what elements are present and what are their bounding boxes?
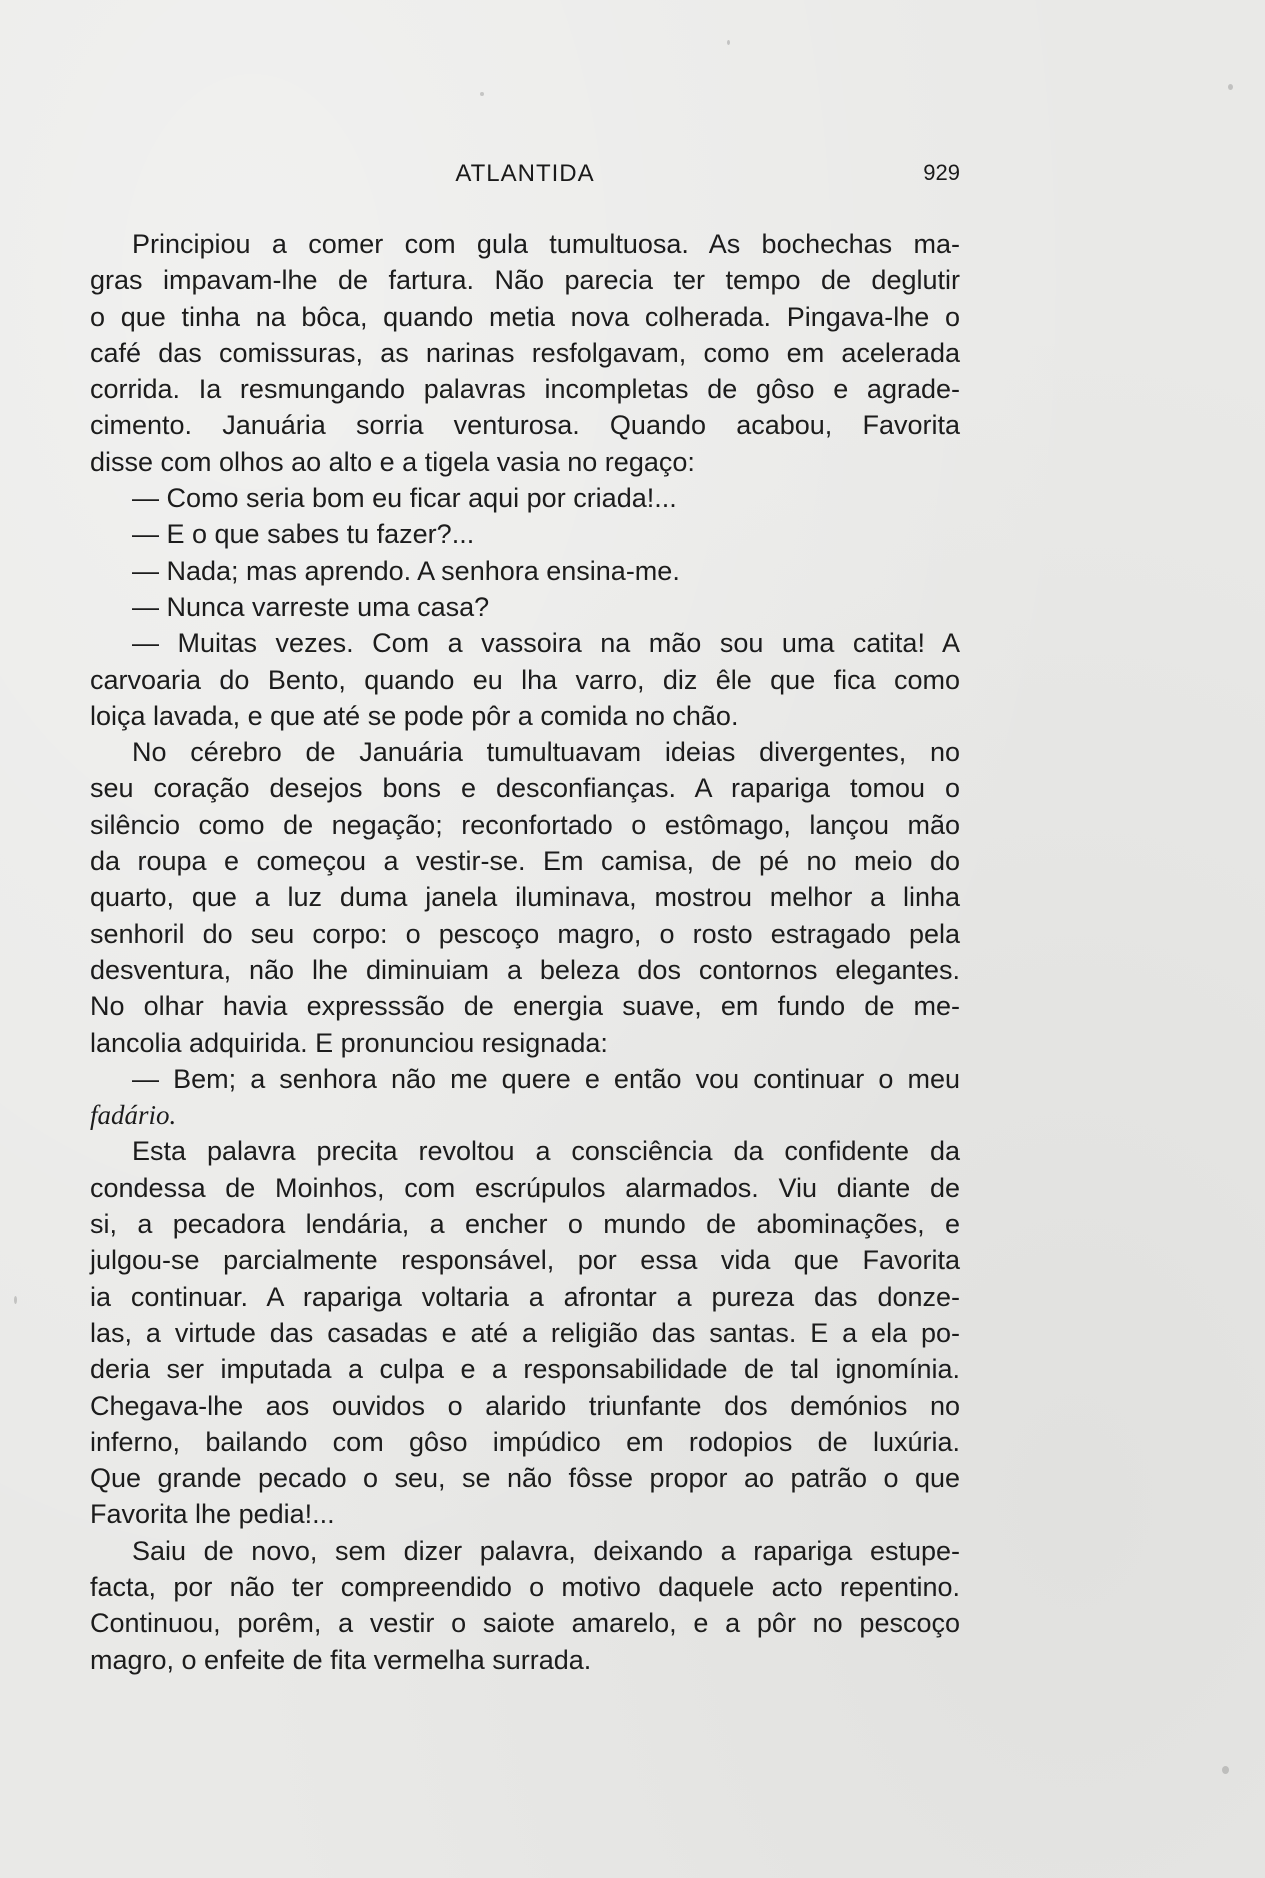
running-head xyxy=(90,160,960,194)
text-line: — Nunca varreste uma casa? xyxy=(132,591,490,622)
text-line: Favorita lhe pedia!... xyxy=(90,1499,335,1530)
paper-speck xyxy=(727,40,730,45)
text-line: gras impavam-lhe de fartura. Não parecia ter tempo de deglutir xyxy=(90,265,960,296)
text-line: si, a pecadora lendária, a encher o mundo de abominações, e xyxy=(90,1209,960,1240)
text-line: da roupa e começou a vestir-se. Em camisa, de pé no meio do xyxy=(90,846,960,877)
text-line: — Muitas vezes. Com a vassoira na mão sou uma catita! A xyxy=(132,628,960,659)
paper-speck xyxy=(1222,1766,1229,1774)
paper-speck xyxy=(14,1296,17,1304)
text-line: inferno, bailando com gôso impúdico em rodopios de luxúria. xyxy=(90,1426,960,1457)
text-line: o que tinha na bôca, quando metia nova colherada. Pingava-lhe o xyxy=(90,301,960,332)
text-line: condessa de Moinhos, com escrúpulos alarmados. Viu diante de xyxy=(90,1172,960,1203)
text-line: senhoril do seu corpo: o pescoço magro, o rosto estragado pela xyxy=(90,918,960,949)
text-line: — Bem; a senhora não me quere e então vou continuar o meu xyxy=(132,1063,960,1094)
text-line: café das comissuras, as narinas resfolgavam, como em acelerada xyxy=(90,337,960,368)
text-line: lancolia adquirida. E pronunciou resignada: xyxy=(90,1027,608,1058)
text-line: cimento. Januária sorria venturosa. Quando acabou, Favorita xyxy=(90,410,960,441)
text-line: julgou-se parcialmente responsável, por essa vida que Favorita xyxy=(90,1245,960,1276)
text-line: — Nada; mas aprendo. A senhora ensina-me. xyxy=(132,555,680,586)
running-title: ATLANTIDA xyxy=(455,160,595,187)
text-line: seu coração desejos bons e desconfianças. A rapariga tomou o xyxy=(90,773,960,804)
text-line: Saiu de novo, sem dizer palavra, deixando a rapariga estupe- xyxy=(132,1535,960,1566)
text-line: — E o que sabes tu fazer?... xyxy=(132,519,475,550)
paper-speck xyxy=(480,92,484,96)
page-number: 929 xyxy=(923,160,960,185)
text-line: silêncio como de negação; reconfortado o estômago, lançou mão xyxy=(90,809,960,840)
text-line: loiça lavada, e que até se pode pôr a comida no chão. xyxy=(90,700,739,731)
text-line: carvoaria do Bento, quando eu lha varro, diz êle que fica como xyxy=(90,664,960,695)
text-line: Continuou, porêm, a vestir o saiote amarelo, e a pôr no pescoço xyxy=(90,1608,960,1639)
text-line: corrida. Ia resmungando palavras incompletas de gôso e agrade- xyxy=(90,374,960,405)
text-line: Que grande pecado o seu, se não fôsse propor ao patrão o que xyxy=(90,1463,960,1494)
paper-speck xyxy=(1228,84,1233,90)
text-line: Esta palavra precita revoltou a consciência da confidente da xyxy=(132,1136,960,1167)
text-line: Principiou a comer com gula tumultuosa. As bochechas ma- xyxy=(132,229,960,259)
text-line: No olhar havia expresssão de energia suave, em fundo de me- xyxy=(90,991,960,1022)
text-line: fadário. xyxy=(90,1100,177,1131)
body-text xyxy=(90,226,960,1678)
text-line: ia continuar. A rapariga voltaria a afrontar a pureza das donze- xyxy=(90,1281,960,1312)
text-line: desventura, não lhe diminuiam a beleza dos contornos elegantes. xyxy=(90,954,960,985)
text-line: disse com olhos ao alto e a tigela vasia no regaço: xyxy=(90,446,695,477)
text-line: deria ser imputada a culpa e a responsabilidade de tal ignomínia. xyxy=(90,1354,960,1385)
text-line: quarto, que a luz duma janela iluminava, mostrou melhor a linha xyxy=(90,882,960,913)
text-line: facta, por não ter compreendido o motivo daquele acto repentino. xyxy=(90,1571,960,1602)
text-line: No cérebro de Januária tumultuavam ideias divergentes, no xyxy=(132,737,960,768)
text-line: magro, o enfeite de fita vermelha surrada. xyxy=(90,1644,592,1675)
text-line: — Como seria bom eu ficar aqui por criada!... xyxy=(132,483,677,514)
text-line: las, a virtude das casadas e até a religião das santas. E a ela po- xyxy=(90,1317,960,1348)
text-line: Chegava-lhe aos ouvidos o alarido triunfante dos demónios no xyxy=(90,1390,960,1421)
